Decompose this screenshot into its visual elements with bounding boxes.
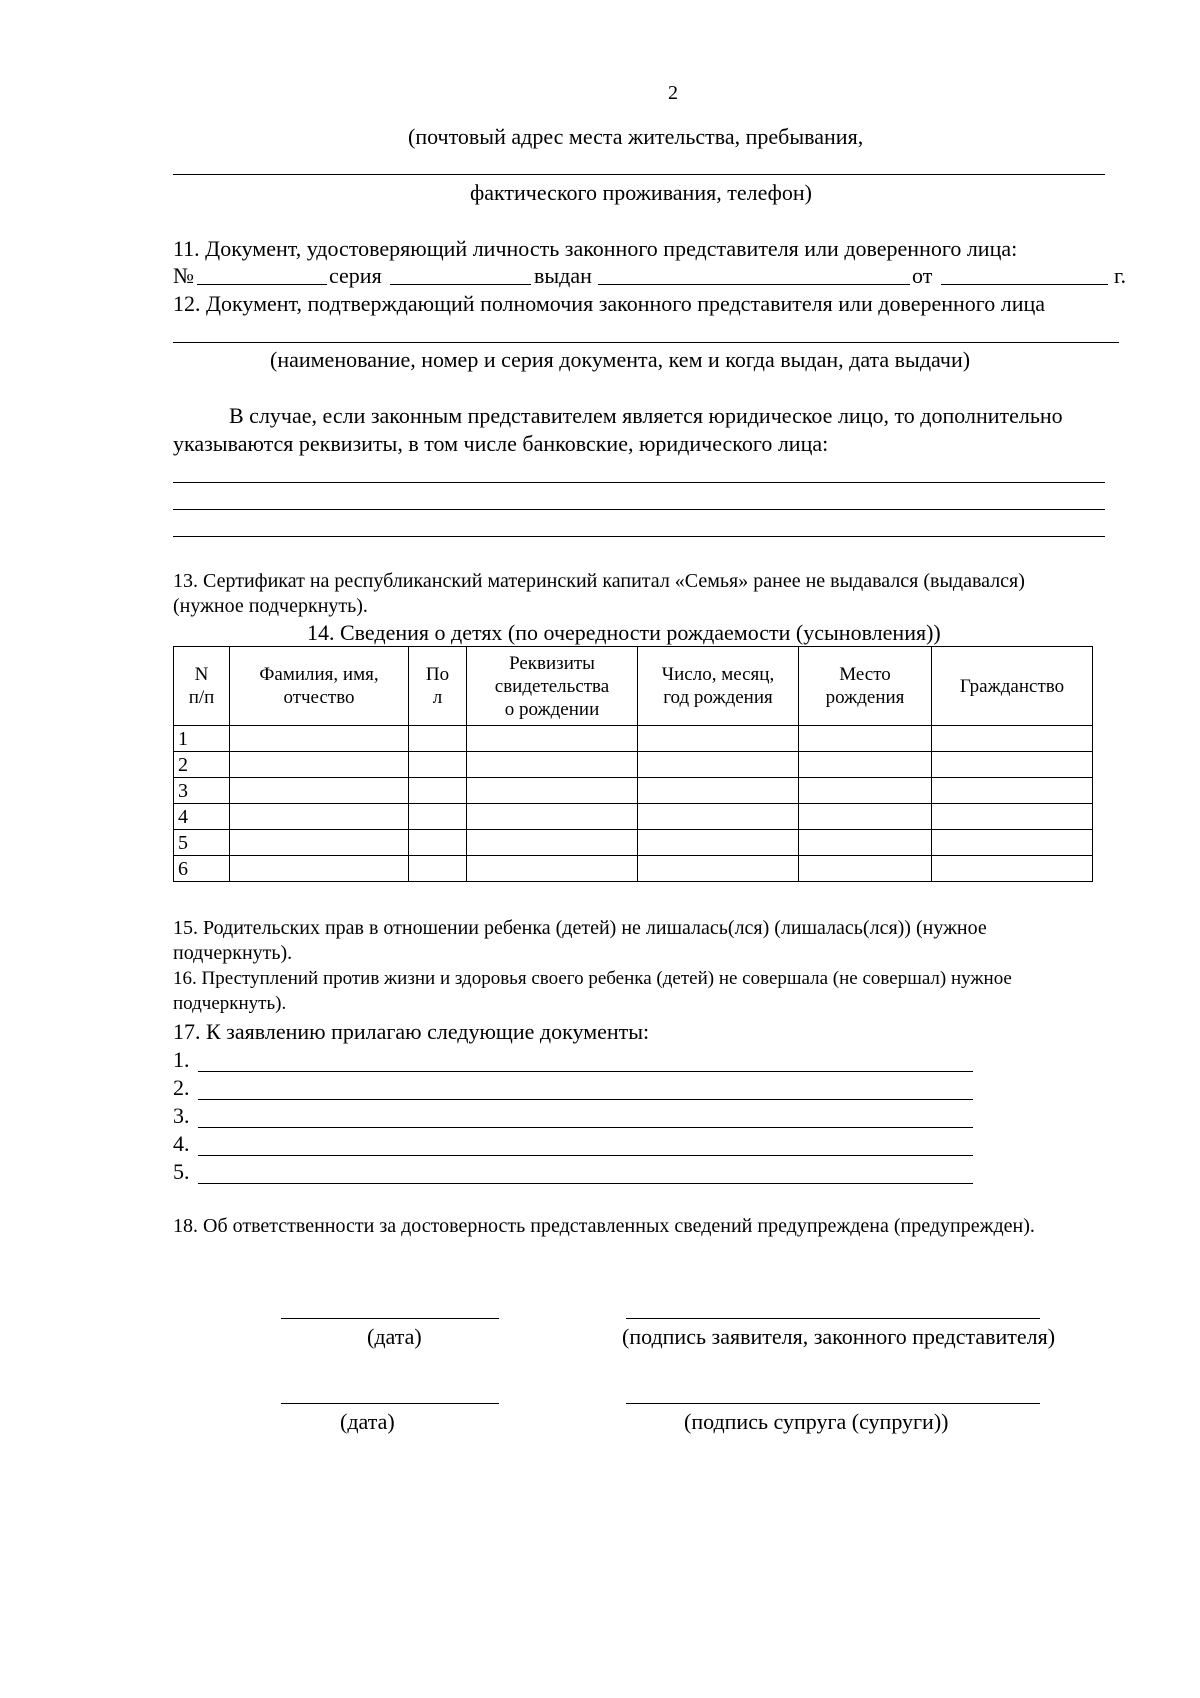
cell-full-name[interactable] bbox=[230, 778, 409, 804]
header-number-line2: п/п bbox=[188, 687, 215, 708]
item15-line2: подчеркнуть). bbox=[173, 942, 293, 964]
table-row bbox=[174, 830, 1093, 856]
item16-line1: 16. Преступлений против жизни и здоровья своего ребенка (детей) не совершала (не совершал) нужное bbox=[173, 968, 1012, 989]
item16-line2: подчеркнуть). bbox=[173, 993, 287, 1014]
item11-date-field[interactable] bbox=[941, 284, 1108, 285]
header-birth-date-line2: год рождения bbox=[663, 687, 773, 708]
item11-series-field[interactable] bbox=[390, 284, 531, 285]
date-field-1[interactable] bbox=[281, 1318, 499, 1319]
cell-birth-certificate[interactable] bbox=[467, 726, 638, 752]
attachment-field-2[interactable] bbox=[198, 1099, 973, 1100]
cell-citizenship[interactable] bbox=[932, 804, 1093, 830]
cell-full-name[interactable] bbox=[230, 830, 409, 856]
header-birth-certificate bbox=[467, 647, 638, 726]
header-citizenship-line1: Гражданство bbox=[959, 675, 1065, 697]
attachment-number: 5. bbox=[173, 1159, 190, 1184]
cell-birth-place[interactable] bbox=[799, 752, 932, 778]
cell-birth-certificate[interactable] bbox=[467, 804, 638, 830]
row-number: 1 bbox=[174, 726, 230, 752]
header-full-name-line1: Фамилия, имя, bbox=[259, 664, 379, 685]
date-field-2[interactable] bbox=[281, 1403, 499, 1404]
address-blank-line[interactable] bbox=[173, 174, 1105, 175]
applicant-signature-field[interactable] bbox=[626, 1318, 1040, 1319]
table-row bbox=[174, 804, 1093, 830]
item12-blank-line[interactable] bbox=[173, 342, 1119, 343]
header-birth-place-line1: Место bbox=[839, 664, 891, 685]
header-full-name bbox=[230, 647, 409, 726]
address-caption-line1: (почтовый адрес места жительства, пребывания, bbox=[408, 124, 864, 149]
table-row bbox=[174, 726, 1093, 752]
header-number bbox=[174, 647, 230, 726]
cell-birth-date[interactable] bbox=[638, 778, 799, 804]
header-birth-place-line2: рождения bbox=[825, 687, 905, 708]
cell-birth-certificate[interactable] bbox=[467, 856, 638, 882]
legal-entity-line2: указываются реквизиты, в том числе банковские, юридического лица: bbox=[173, 431, 829, 456]
row-number: 4 bbox=[174, 804, 230, 830]
header-full-name-line2: отчество bbox=[283, 687, 355, 708]
spouse-signature-caption: (подпись супруга (супруги)) bbox=[684, 1409, 949, 1434]
cell-birth-place[interactable] bbox=[799, 726, 932, 752]
attachment-number: 2. bbox=[173, 1075, 190, 1100]
cell-sex[interactable] bbox=[409, 752, 467, 778]
header-birth-certificate-line1: Реквизиты bbox=[509, 652, 595, 674]
row-number: 6 bbox=[174, 856, 230, 882]
item15-line1: 15. Родительских прав в отношении ребенка (детей) не лишалась(лся) (лишалась(лся)) (нужное bbox=[173, 917, 987, 939]
attachment-field-1[interactable] bbox=[198, 1071, 973, 1072]
item13-line2: (нужное подчеркнуть). bbox=[173, 595, 368, 617]
spouse-signature-field[interactable] bbox=[626, 1403, 1040, 1404]
cell-sex[interactable] bbox=[409, 726, 467, 752]
cell-full-name[interactable] bbox=[230, 726, 409, 752]
cell-citizenship[interactable] bbox=[932, 856, 1093, 882]
legal-entity-blank-line-3[interactable] bbox=[173, 536, 1105, 537]
attachment-number: 4. bbox=[173, 1131, 190, 1156]
cell-birth-certificate[interactable] bbox=[467, 830, 638, 856]
item11-no-label: № bbox=[173, 263, 194, 288]
header-sex bbox=[409, 647, 467, 726]
attachment-number: 3. bbox=[173, 1103, 190, 1128]
header-birth-date-line1: Число, месяц, bbox=[661, 664, 775, 685]
legal-entity-line1: В случае, если законным представителем является юридическое лицо, то дополнительно bbox=[229, 403, 1063, 428]
item12-caption: (наименование, номер и серия документа, кем и когда выдан, дата выдачи) bbox=[270, 347, 971, 372]
item11-from-label: от bbox=[912, 263, 933, 288]
cell-sex[interactable] bbox=[409, 804, 467, 830]
cell-sex[interactable] bbox=[409, 856, 467, 882]
cell-full-name[interactable] bbox=[230, 804, 409, 830]
cell-full-name[interactable] bbox=[230, 752, 409, 778]
header-citizenship bbox=[932, 647, 1093, 726]
date-caption-1: (дата) bbox=[367, 1324, 422, 1349]
table-row bbox=[174, 752, 1093, 778]
header-birth-place bbox=[799, 647, 932, 726]
applicant-signature-caption: (подпись заявителя, законного представителя) bbox=[622, 1324, 1056, 1349]
header-sex-line1: По bbox=[425, 664, 450, 685]
attachment-field-3[interactable] bbox=[198, 1127, 973, 1128]
item12-title: 12. Документ, подтверждающий полномочия законного представителя или доверенного лица bbox=[173, 291, 1046, 316]
attachment-number: 1. bbox=[173, 1047, 190, 1072]
children-table-header-row bbox=[174, 647, 1093, 726]
address-caption-line2: фактического проживания, телефон) bbox=[470, 180, 812, 205]
legal-entity-blank-line-1[interactable] bbox=[173, 482, 1105, 483]
header-birth-certificate-line3: о рождении bbox=[504, 698, 600, 720]
cell-birth-date[interactable] bbox=[638, 830, 799, 856]
table-row bbox=[174, 856, 1093, 882]
cell-sex[interactable] bbox=[409, 830, 467, 856]
cell-birth-place[interactable] bbox=[799, 856, 932, 882]
children-table bbox=[173, 646, 1093, 882]
table-row bbox=[174, 778, 1093, 804]
item11-issued-label: выдан bbox=[534, 263, 592, 288]
header-number-line1: N bbox=[194, 664, 209, 685]
item11-title: 11. Документ, удостоверяющий личность законного представителя или доверенного лица: bbox=[173, 236, 1018, 261]
attachment-field-5[interactable] bbox=[198, 1183, 973, 1184]
page-number: 2 bbox=[668, 82, 678, 104]
cell-birth-certificate[interactable] bbox=[467, 778, 638, 804]
cell-birth-date[interactable] bbox=[638, 752, 799, 778]
cell-citizenship[interactable] bbox=[932, 830, 1093, 856]
item11-year-label: г. bbox=[1114, 263, 1127, 288]
item11-series-label: серия bbox=[329, 263, 382, 288]
attachment-field-4[interactable] bbox=[198, 1155, 973, 1156]
cell-birth-certificate[interactable] bbox=[467, 752, 638, 778]
cell-birth-place[interactable] bbox=[799, 804, 932, 830]
cell-citizenship[interactable] bbox=[932, 726, 1093, 752]
date-caption-2: (дата) bbox=[340, 1409, 395, 1434]
cell-citizenship[interactable] bbox=[932, 778, 1093, 804]
item18-text: 18. Об ответственности за достоверность представленных сведений предупреждена (предупрежден). bbox=[173, 1215, 1035, 1237]
row-number: 5 bbox=[174, 830, 230, 856]
cell-birth-date[interactable] bbox=[638, 726, 799, 752]
row-number: 2 bbox=[174, 752, 230, 778]
row-number: 3 bbox=[174, 778, 230, 804]
item11-issued-field[interactable] bbox=[598, 284, 910, 285]
cell-birth-place[interactable] bbox=[799, 830, 932, 856]
item17-title: 17. К заявлению прилагаю следующие документы: bbox=[173, 1019, 650, 1044]
legal-entity-blank-line-2[interactable] bbox=[173, 509, 1105, 510]
cell-full-name[interactable] bbox=[230, 856, 409, 882]
cell-birth-place[interactable] bbox=[799, 778, 932, 804]
header-birth-date bbox=[638, 647, 799, 726]
cell-sex[interactable] bbox=[409, 778, 467, 804]
cell-birth-date[interactable] bbox=[638, 856, 799, 882]
item11-number-field[interactable] bbox=[197, 284, 327, 285]
header-birth-certificate-line2: свидетельства bbox=[494, 675, 610, 697]
item13-line1: 13. Сертификат на республиканский материнский капитал «Семья» ранее не выдавался (выдавался) bbox=[173, 570, 1025, 592]
item14-title: 14. Сведения о детях (по очередности рождаемости (усыновления)) bbox=[307, 620, 941, 645]
cell-citizenship[interactable] bbox=[932, 752, 1093, 778]
header-sex-line2: л bbox=[432, 687, 443, 708]
cell-birth-date[interactable] bbox=[638, 804, 799, 830]
